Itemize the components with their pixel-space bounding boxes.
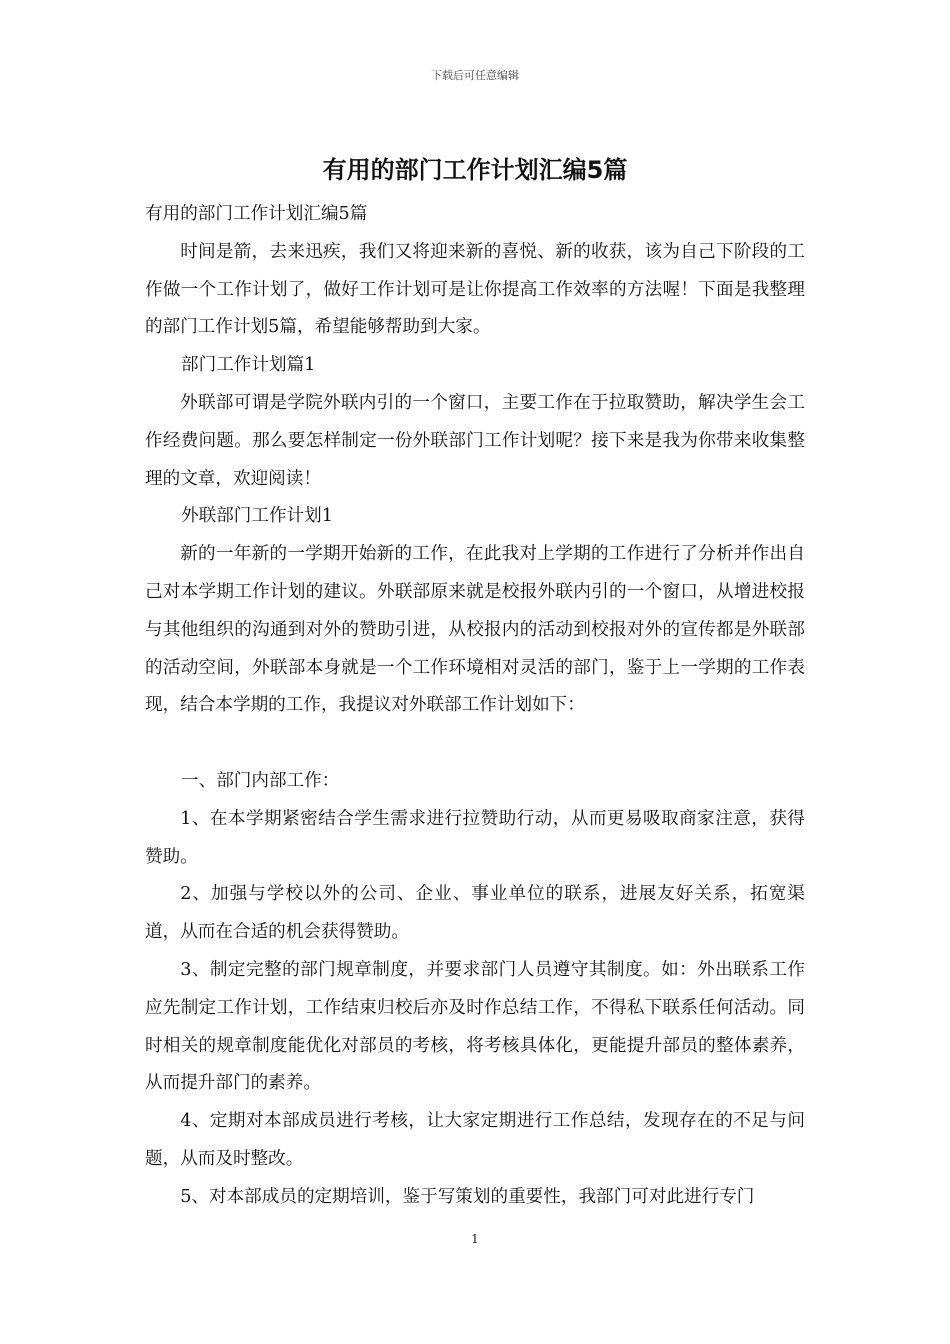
list-item: 1、在本学期紧密结合学生需求进行拉赞助行动，从而更易吸取商家注意，获得赞助。	[145, 808, 805, 867]
plan-heading: 外联部门工作计划1	[181, 506, 333, 527]
blank-line	[145, 725, 805, 763]
page-header-note: 下载后可任意编辑	[431, 69, 519, 82]
page-number: 1	[471, 1232, 479, 1246]
list-item: 2、加强与学校以外的公司、企业、事业单位的联系，进展友好关系，拓宽渠道，从而在合适的机会获得赞助。	[145, 884, 805, 943]
list-item: 4、定期对本部成员进行考核，让大家定期进行工作总结，发现存在的不足与问题，从而及时整改。	[145, 1111, 805, 1169]
part-heading: 一、部门内部工作：	[181, 770, 340, 791]
section-heading: 部门工作计划篇1	[181, 355, 316, 376]
document-subtitle: 有用的部门工作计划汇编5篇	[145, 204, 368, 224]
intro-paragraph: 时间是箭，去来迅疾，我们又将迎来新的喜悦、新的收获，该为自己下阶段的工作做一个工作计划了，做好工作计划可是让你提高工作效率的方法喔！下面是我整理的部门工作计划5篇，希望能够帮助到大家。	[145, 241, 805, 338]
plan-intro-paragraph: 新的一年新的一学期开始新的工作，在此我对上学期的工作进行了分析并作出自己对本学期工作计划的建议。外联部原来就是校报外联内引的一个窗口，从增进校报与其他组织的沟通到对外的赞助引进，从校报内的活动到校报对外的宣传都是外联部的活动空间，外联部本身就是一个工作环境相对灵活的部门，鉴于上一学期的工作表现，结合本学期的工作，我提议对外联部工作计划如下：	[145, 544, 805, 716]
list-item: 3、制定完整的部门规章制度，并要求部门人员遵守其制度。如：外出联系工作应先制定工作计划，工作结束归校后亦及时作总结工作，不得私下联系任何活动。同时相关的规章制度能优化对部员的考核，将考核具体化，更能提升部员的整体素养，从而提升部门的素养。	[145, 959, 805, 1094]
list-item: 5、对本部成员的定期培训，鉴于写策划的重要性，我部门可对此进行专门	[180, 1186, 755, 1207]
document-body	[145, 196, 805, 1217]
section-intro-paragraph: 外联部可谓是学院外联内引的一个窗口，主要工作在于拉取赞助，解决学生会工作经费问题。那么要怎样制定一份外联部门工作计划呢？接下来是我为你带来收集整理的文章，欢迎阅读！	[145, 392, 805, 489]
document-title: 有用的部门工作计划汇编5篇	[322, 156, 628, 184]
